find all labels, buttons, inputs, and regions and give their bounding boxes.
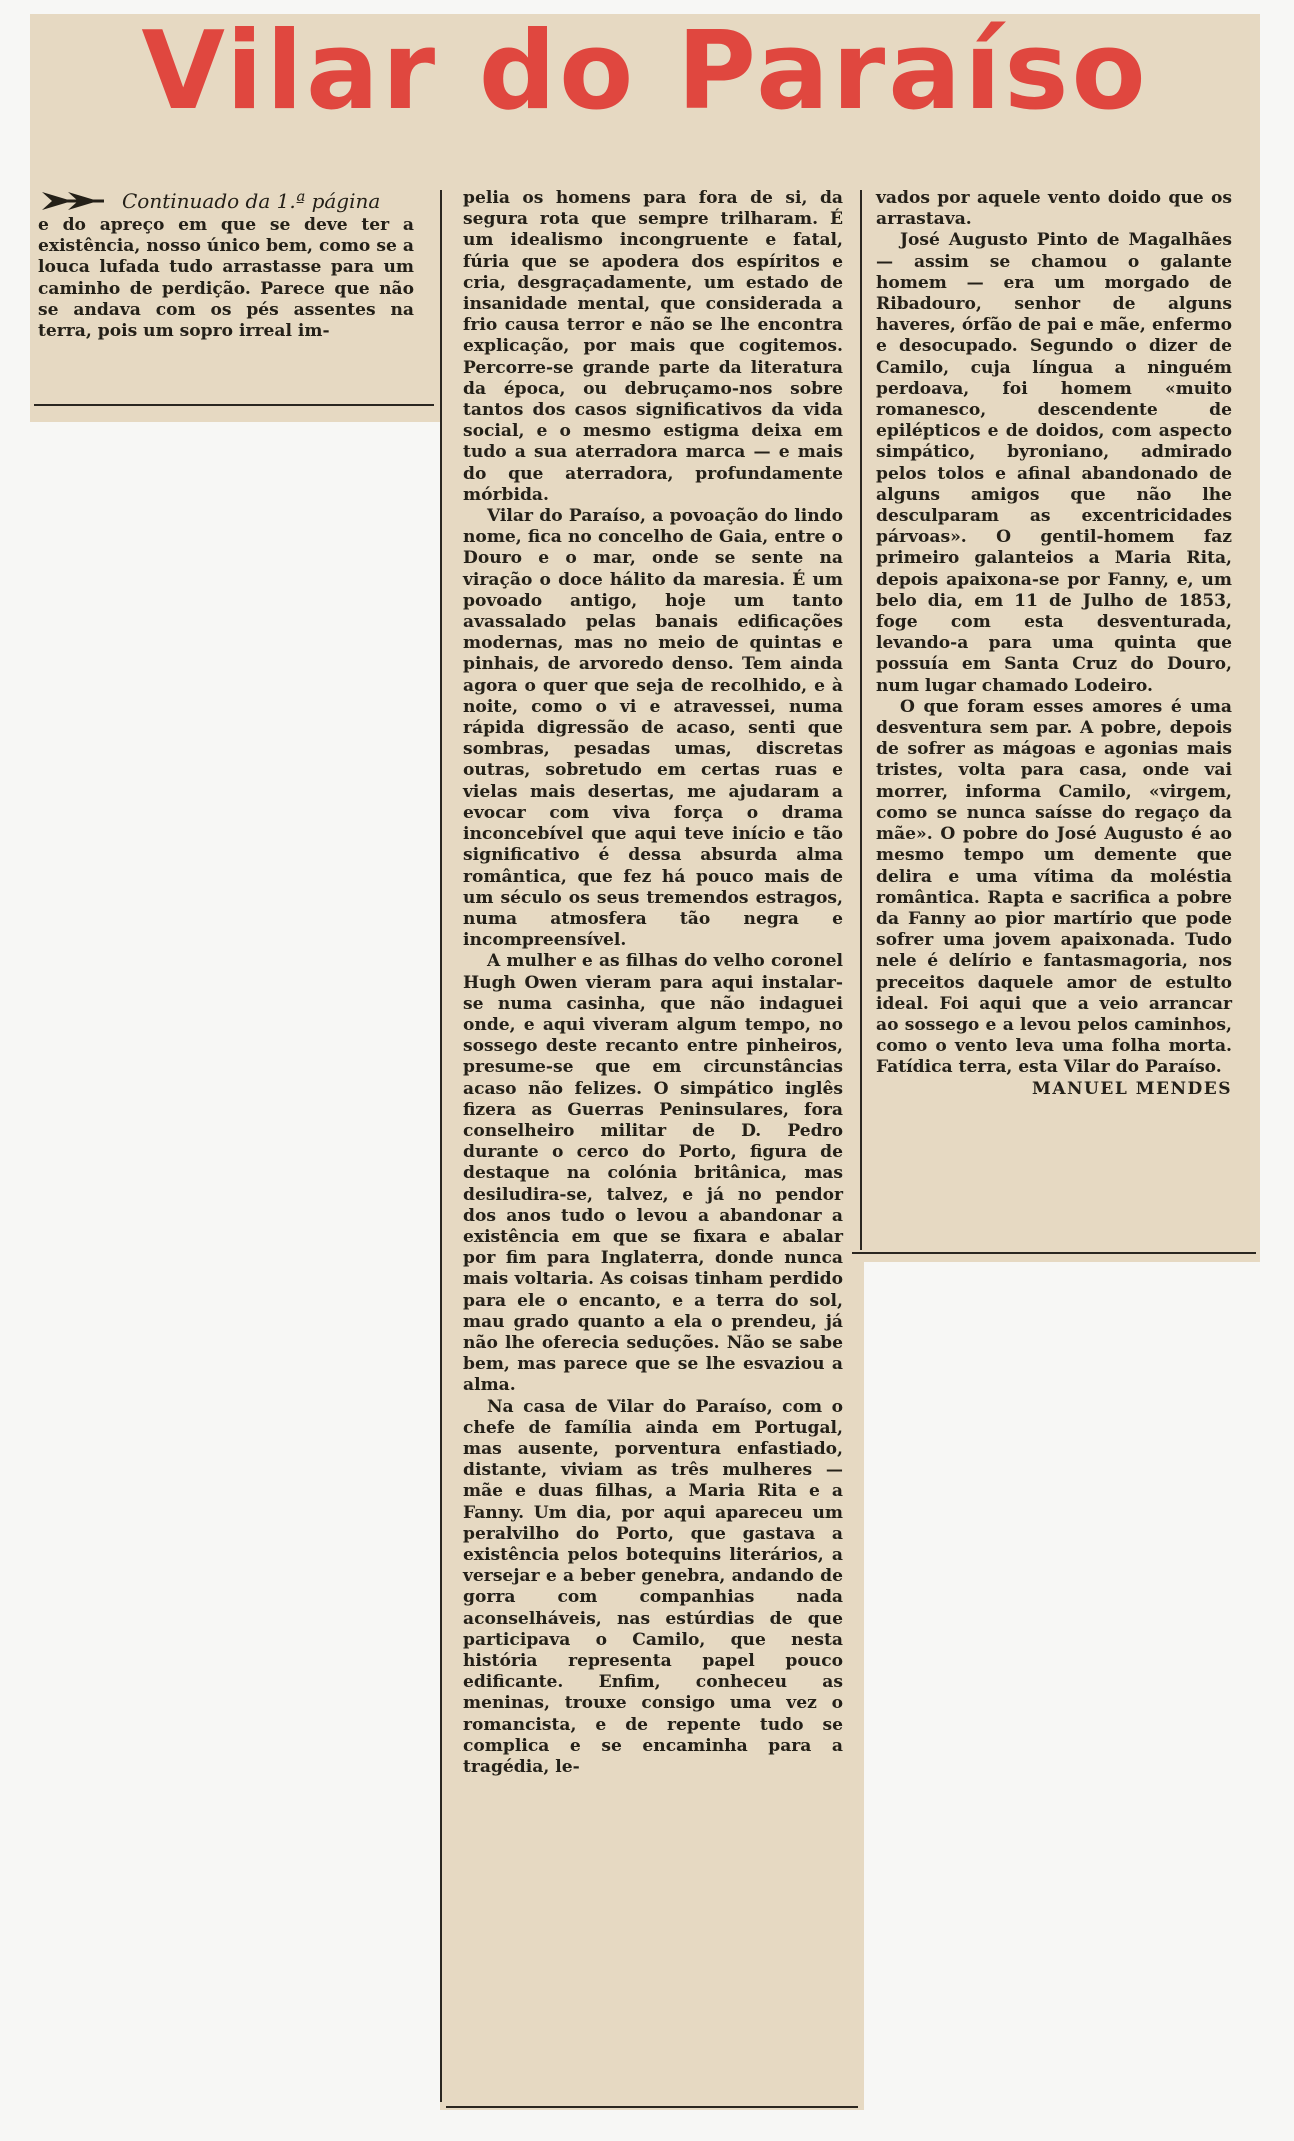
column-2-paragraph-3: A mulher e as filhas do velho coronel Hugh Owen vieram para aqui instalar-se numa casinha, que não indaguei onde, e aqui viveram algum tempo, no sossego deste recanto entre pinheiros, presume-se que em circunstâncias acaso não felizes. O simpático inglês fizera as Guerras Peninsulares, fora conselheiro militar de D. Pedro durante o cerco do Porto, figura de destaque na colónia britânica, mas desiludira-se, talvez, e já no pendor dos anos tudo o levou a abandonar a existência em que se fixara e abalar por fim para Inglaterra, donde nunca mais voltaria. As coisas tinham perdido para ele o encanto, e a terra do sol, mau grado quanto a ela o prendeu, já não lhe oferecia seduções. Não se sabe bem, mas parece que se lhe esvaziou a alma. [463,951,843,1396]
column-3-paragraph-4-continued: vados por aquele vento doido que os arrastava. [876,188,1232,230]
column-divider-right [860,190,862,1250]
column-2-paragraph-4: Na casa de Vilar do Paraíso, com o chefe de família ainda em Portugal, mas ausente, porventura enfastiado, distante, viviam as três mulheres — mãe e duas filhas, a Maria Rita e a Fanny. Um dia, por aqui apareceu um peralvilho do Porto, que gastava a existência pelos botequins literários, a versejar e a beber genebra, andando de gorra com companhias nada aconselháveis, nas estúrdias de que participava o Camilo, que nesta história representa papel pouco edificante. Enfim, conheceu as meninas, trouxe consigo uma vez o romancista, e de repente tudo se complica e se encaminha para a tragédia, le- [463,1396,843,1778]
column-divider-left [440,190,442,2102]
continued-label-text: Continuado da 1.ª página [122,189,381,213]
column-3-paragraph-5: José Augusto Pinto de Magalhães — assim se chamou o galante homem — era um morgado de Ribadouro, senhor de alguns haveres, órfão de pai e mãe, enfermo e desocupado. Segundo o dizer de Camilo, cuja língua a ninguém perdoava, foi homem «muito romanesco, descendente de epilépticos e de doidos, com aspecto simpático, byroniano, admirado pelos tolos e afinal abandonado de alguns amigos que não lhe desculparam as excentricidades párvoas». O gentil-homem faz primeiro galanteios a Maria Rita, depois apaixona-se por Fanny, e, um belo dia, em 11 de Julho de 1853, foge com esta desventurada, levando-a para uma quinta que possuía em Santa Cruz do Douro, num lugar chamado Lodeiro. [876,230,1232,696]
double-arrow-icon [42,188,110,214]
column-2 [463,188,843,1778]
column-3 [876,188,1232,1100]
column-3-end-rule [852,1252,1256,1254]
author-signature: MANUEL MENDES [1032,1078,1232,1099]
column-2-end-rule [446,2106,858,2108]
continued-from-label [38,188,414,214]
column-1-paragraph-1: e do apreço em que se deve ter a existência, nosso único bem, como se a louca lufada tudo arrastasse para um caminho de perdição. Parece que não se andava com os pés assentes na terra, pois um sopro irreal im- [38,215,414,342]
headline: Vilar do Paraíso [141,9,1149,134]
column-1 [38,188,414,342]
column-1-end-rule [34,404,434,406]
column-3-paragraph-6: O que foram esses amores é uma desventura sem par. A pobre, depois de sofrer as mágoas e agonias mais tristes, volta para casa, onde vai morrer, informa Camilo, «virgem, como se nunca saísse do regaço da mãe». O pobre do José Augusto é ao mesmo tempo um demente que delira e uma vítima da moléstia romântica. Rapta e sacrifica a pobre da Fanny ao pior martírio que pode sofrer uma jovem apaixonada. Tudo nele é delírio e fantasmagoria, nos preceitos daquele amor de estulto ideal. Foi aqui que a veio arrancar ao sossego e a levou pelos caminhos, como o vento leva uma folha morta. Fatídica terra, esta Vilar do Paraíso. [876,696,1232,1078]
column-2-paragraph-2: Vilar do Paraíso, a povoação do lindo nome, fica no concelho de Gaia, entre o Douro e o mar, onde se sente na viração o doce hálito da maresia. É um povoado antigo, hoje um tanto avassalado pelas banais edificações modernas, mas no meio de quintas e pinhais, de arvoredo denso. Tem ainda agora o quer que seja de recolhido, e à noite, como o vi e atravessei, numa rápida digressão de acaso, senti que sombras, pesadas umas, discretas outras, sobretudo em certas ruas e vielas mais desertas, me ajudaram a evocar com viva força o drama inconcebível que aqui teve início e tão significativo é dessa absurda alma romântica, que fez há pouco mais de um século os seus tremendos estragos, numa atmosfera tão negra e incompreensível. [463,506,843,951]
column-2-paragraph-1-continued: pelia os homens para fora de si, da segura rota que sempre trilharam. É um idealismo incongruente e fatal, fúria que se apodera dos espíritos e cria, desgraçadamente, um estado de insanidade mental, que considerada a frio causa terror e não se lhe encontra explicação, por mais que cogitemos. Percorre-se grande parte da literatura da época, ou debruçamo-nos sobre tantos dos casos significativos da vida social, e o mesmo estigma deixa em tudo a sua aterradora marca — e mais do que aterradora, profundamente mórbida. [463,188,843,505]
